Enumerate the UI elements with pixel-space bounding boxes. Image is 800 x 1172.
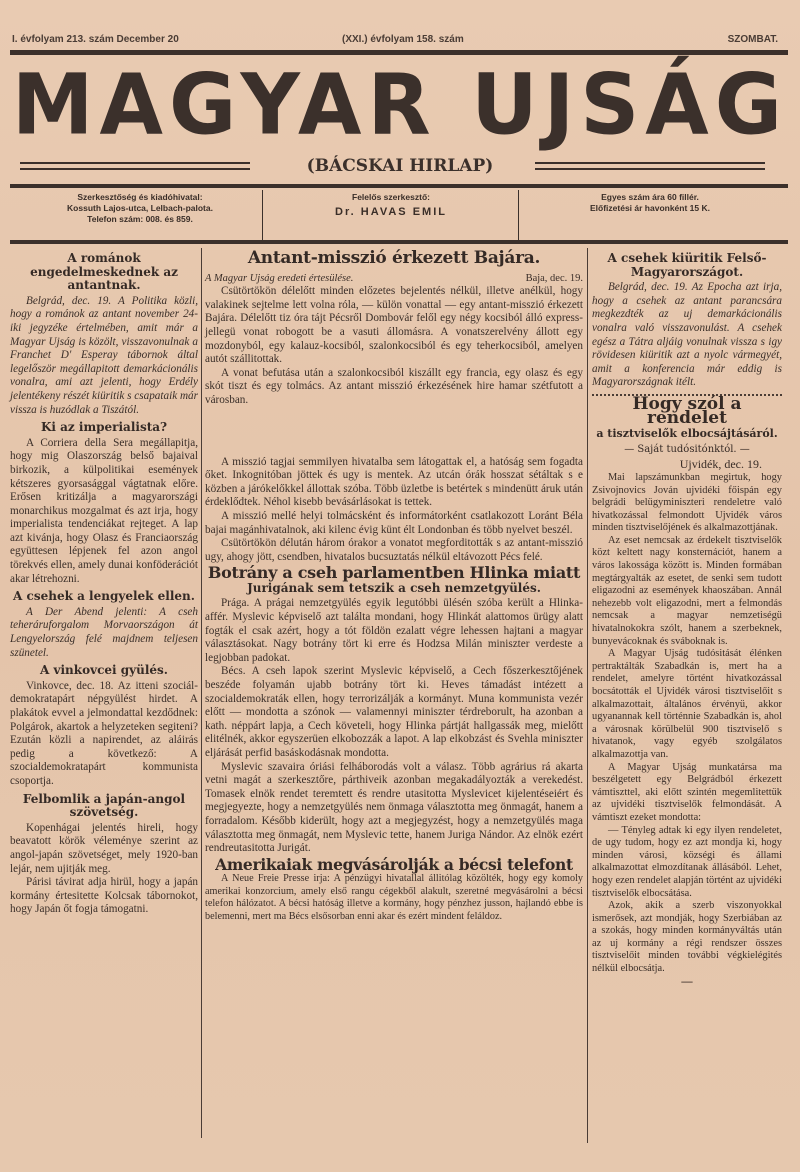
article-paragraph: Prága. A prágai nemzetgyülés egyik legutóbbi ülésén szóba került a Hlinka-affér. Myslevic képviselő azt találta mondani, hogy Hlinkát alattomos ürügy alatt fogták el csak azért, hogy a tót földön ezalatt végre lehessen hajtani a magyar választásokat. Nagy botrány tört ki erre és Hodzsa Milán miniszter verdeste a legjobban padokat.	[205, 597, 583, 664]
article-headline: Hogy szól a rendelet	[632, 393, 742, 428]
editorial-office-info	[20, 192, 260, 238]
article-paragraph: Az eset nemcsak az érdekelt tisztviselők közt keltett nagy konsternációt, hanem a város lakossága között is. Minden formában megtárgyalták az esetet, de senki sem tudott eligazodni az események khaoszában. Annál nehezebb volt eligazodni, mert a felmondás nemcsak a magyar nemzetiségü hivatalnokokra szólt, hanem a szerbeknek, bunyevácoknak és sváboknak is.	[592, 534, 782, 647]
info-divider	[262, 190, 263, 240]
article-subheadline: Jurigának sem tetszik a cseh nemzetgyülés.	[247, 580, 541, 595]
article-japan-england	[10, 793, 198, 917]
article-paragraph: A vonat befutása után a szalonkocsiból kiszállt egy francia, egy olasz és egy skót tiszt és egy tolmács. Az antant misszió érkezésének hire hamar szétfutott a városban.	[205, 366, 583, 406]
article-paragraph: Belgrád, dec. 19. Az Epocha azt irja, hogy a csehek az antant parancsára megkezdték az uj demarkácionális vonalra való visszavonulást. A csehek egész a Tátra aljáig vonulnak vissza s igy rövidesen kiüritik azt a nyolc vármegyét, amit a konferencia már eddig is Magyarországnak itélt.	[592, 281, 782, 389]
article-headline: Amerikaiak megvásárolják a bécsi telefont	[215, 854, 573, 874]
single-issue-price: Egyes szám ára 60 fillér.	[601, 192, 699, 202]
info-bottom-rule	[10, 240, 788, 244]
article-paragraph: A Magyar Ujság tudósitását élénken pertraktálták Szabadkán is, mert ha a rendelet, amelyre történt hivatkozással bocsátották el Ujvidék városi tisztviselőit s alkalmazottait, általános érvényü, akkor ugyanannak kell történnie Szabadkán is, ahol a városnak körülbelül 900 tisztviselő s hivatanok, vagy egyéb szolgálatos alkalmazottja van.	[592, 648, 782, 760]
masthead-subtitle: (BÁCSKAI HIRLAP)	[306, 156, 494, 176]
article-paragraph: A misszió mellé helyi tolmácsként és informátorként csatlakozott Loránt Béla bajai magánhivatalnok, aki kilenc évig künt élt Londonban és több nyelvet beszél.	[205, 509, 583, 536]
article-hlinka-scandal	[205, 563, 583, 855]
weekday: SZOMBAT.	[727, 34, 778, 45]
editor-info	[264, 192, 518, 238]
article-subheadline: a tisztviselők elbocsájtásáról.	[596, 427, 778, 441]
article-headline: A csehek kiüritik Felső-Magyarországot.	[607, 251, 767, 279]
article-headline: Felbomlik a japán-angol szövetség.	[22, 791, 186, 820]
right-column	[592, 250, 782, 989]
article-paragraph: Mai lapszámunkban megirtuk, hogy Zsivojnovics Jován ujvidéki főispán egy belgrádi belügyminiszteri rendeletre való hivatkozással felmondott Ujvidék város minden tisztviselőjének és alkalmazottjának.	[592, 471, 782, 534]
center-column	[205, 250, 583, 923]
volume-number: (XXI.) évfolyam 158. szám	[342, 34, 464, 45]
end-mark: —	[681, 975, 693, 988]
article-paragraph: A Magyar Ujság munkatársa ma beszélgetett egy Belgrádból érkezett vámtiszttel, aki előtt szintén megemlitettük az ujvidéki tisztviselők felmondását. A vámtiszt ezeket mondotta:	[592, 761, 782, 823]
article-imperialist	[10, 421, 198, 586]
dateline-source: A Magyar Ujság eredeti értesülése.	[205, 272, 354, 284]
price-info	[520, 192, 780, 238]
editor-name: Dr. HAVAS EMIL	[335, 206, 447, 218]
subscription-price: Előfizetési ár havonként 15 K.	[590, 203, 710, 213]
article-czechs-evacuate	[592, 252, 782, 390]
issue-info-line	[12, 34, 788, 48]
info-top-rule	[10, 184, 788, 188]
dateline-place: Baja, dec. 19.	[525, 272, 583, 284]
dateline	[205, 272, 583, 286]
dateline: Ujvidék, dec. 19.	[679, 457, 762, 472]
article-headline: Ki az imperialista?	[40, 420, 168, 435]
article-paragraph: Myslevic szavaira óriási felháborodás volt a válasz. Több agrárius rá akarta vetni magát a szerkesztőre, párthiveik azonban megakadályozták a verekedést. Tomasek elnök rendet teremtett és rendre utasitotta Myslevicet kijelentéseiért és megjegyezte, hogy a nemzetgyülés nem önmaga választotta meg önmagát, hanem a forradalom. Később kiderült, hogy azt a megjegyzést, hogy a nemzetgyülés maga választotta meg önmagát, nem Myslevic tette, hanem Juriga Nándor. Az elnök ezért rendreutasitotta Jurigát.	[205, 760, 583, 855]
blank-censored-gap	[205, 408, 583, 456]
article-paragraph: Belgrád, dec. 19. A Politika közli, hogy a románok az antant november 24-iki jegyzéke értelmében, amit már a Magyar Ujság is közölt, visszavonulnak a Franchet D' Esperay tábornok által legelőször megállapitott demarkácionális vonalra, ami azt jelenti, hogy Erdély jelentékeny részét kiüritik s csapataik már vissza is huzódlak a Tiszától.	[10, 294, 198, 416]
column-divider	[201, 248, 202, 1138]
article-paragraph: Kopenhágai jelentés hireli, hogy beavatott körök véleménye szerint az angol-japán szövetséget, mely 1920-ban lejár, nem ujitják meg.	[10, 821, 198, 875]
left-column	[10, 250, 198, 917]
article-paragraph: Vinkovce, dec. 18. Az itteni szociál-demokratapárt népgyülést hirdet. A plakátok evvel a jelmondattal kezdődnek: Polgárok, akartok a helyzeteken segiteni? Ezután közli a napirendet, az aláirás pedig a következő: A szocialdemokratapárt kommunista csoportja.	[10, 679, 198, 787]
article-czechs-poles	[10, 590, 198, 660]
article-paragraph: A Neue Freie Presse irja: A pénzügyi hivatallal állitólag közölték, hogy egy komoly amerikai konzorcium, amely első rangu cégekből alakult, szeretné megvásárolni a bécsi telefon hálózatot. A bécsi hatóság illetve a kormány, hogy pénzhez jusson, hajlandó ebbe is belemenni, mert ma Bécs elsősorban enni akar és ezért mindent feláldoz.	[205, 873, 583, 922]
article-vinkovce	[10, 664, 198, 788]
office-address: Kossuth Lajos-utca, Lelbach-palota.	[67, 203, 213, 213]
article-vienna-telephone	[205, 854, 583, 923]
article-headline: A csehek a lengyelek ellen.	[13, 589, 195, 604]
masthead-title: MAGYAR UJSÁG	[11, 57, 789, 154]
subtitle-rule-right	[535, 162, 765, 170]
byline: — Saját tudósitónktól. —	[624, 443, 750, 455]
article-paragraph: Párisi távirat adja hirül, hogy a japán kormány értesitette Kolcsak tábornokot, hogy Japán őt fogja támogatni.	[10, 876, 198, 916]
article-paragraph: Azok, akik a szerb viszonyokkal ismerősek, azt mondják, hogy Szerbiában az a szokás, hogy minden kormányváltás után az uj kormány a régi rendszer összes tisztviselőit minden további végkielégités nélkül elbocsátja.	[592, 900, 782, 975]
article-paragraph: A Corriera della Sera megállapitja, hogy mig Olaszország belső bajaival birkozik, a külpolitikai események kétszeres gyorsasággal vágtatnak előre. Erősen kritizálja a magyarországi monarchikus mozgalmat és azt irja, hogy imperialista tendenciákat rejteget. A lap azt kivánja, hogy Olasz és Franciaország együttesen lépjenek fel azon angol törekvés ellen, amely dunai konföderációt akar létrehozni.	[10, 436, 198, 585]
article-paragraph: — Tényleg adtak ki egy ilyen rendeletet, de ugy tudom, hogy ez azt mondja ki, hogy minden városi, községi és állami alkalmazottat elmozdítanak állásából. Lehet, hogy ezen rendelet alapján történt az ujvidéki tisztviselők elbocsátása.	[592, 824, 782, 899]
article-romanians	[10, 252, 198, 417]
article-decree	[592, 393, 782, 989]
article-paragraph: Bécs. A cseh lapok szerint Myslevic képviselő, a Cech főszerkesztőjének beszéde folyamán ujabb botrány tört ki. Heves támadást intézett a szocialdemokraták ellen, hogy terrorizálják a kormányt. Muna kommunista vezér előtt — mondotta a szónok — valamennyi miniszter térdreborult, ha azonban a kath. néppárt lapja, a Cech követeli, hogy Hlinka pártját hallgassák meg, mielőtt elitélnék, akkor egyszerüen elkobozzák a lapot. A lap elkobzást és Svehla miniszter eljárását perfid basáskodásnak mondotta.	[205, 665, 583, 759]
article-paragraph: A Der Abend jelenti: A cseh teheráruforgalom Morvaországon át Lengyelország felé majdnem teljesen szünetel.	[10, 605, 198, 659]
article-headline: A románok engedelmeskednek az antantnak.	[30, 251, 178, 293]
office-label: Szerkesztőség és kiadóhivatal:	[77, 192, 203, 202]
top-rule	[10, 50, 788, 55]
article-headline: A vinkovcei gyülés.	[40, 663, 168, 678]
office-phone: Telefon szám: 008. és 859.	[87, 214, 193, 224]
article-paragraph: Csütörtökön délelőtt minden előzetes bejelentés nélkül, illetve anélkül, hogy valakinek sejtelme lett volna róla, — külön vonattal — egy antant-misszió érkezett Bajára. Délelőtt tiz óra tájt Pécsről Dombovár felől egy négy kocsiból álló express-jellegü vonat robogott be a vasuti állomásra. A vonatszerelvény állott egy mozdonyból, egy kalauz-kocsiból, szalonkocsiból és egy teherkocsiból, amelyen autót szállitottak.	[205, 285, 583, 366]
article-antant-mission	[205, 248, 583, 564]
article-paragraph: A misszió tagjai semmilyen hivatalba sem látogattak el, a hatóság sem fogadta őket. Inkognitóban jöttek és ugy is mentek. Az utcán órák hosszat sétáltak s e közben a járókelőkkel állottak szóba. Több üzletbe is betértek s mindenütt áruk után érdeklődtek. Néhol kisebb bevásárlásokat is tettek.	[205, 455, 583, 509]
editor-label: Felelős szerkesztő:	[352, 192, 430, 202]
article-headline: Botrány a cseh parlamentben Hlinka miatt	[207, 563, 581, 583]
info-divider	[518, 190, 519, 240]
issue-number-date: I. évfolyam 213. szám December 20	[12, 34, 179, 45]
column-divider	[587, 248, 588, 1143]
main-headline: Antant-misszió érkezett Bajára.	[247, 248, 541, 268]
article-paragraph: Csütörtökön délután három órakor a vonatot megforditották s az antant-misszió ugy, ahogy jött, csendben, hivatalos bucsuztatás nélkül eltávozott Pécs felé.	[205, 537, 583, 563]
